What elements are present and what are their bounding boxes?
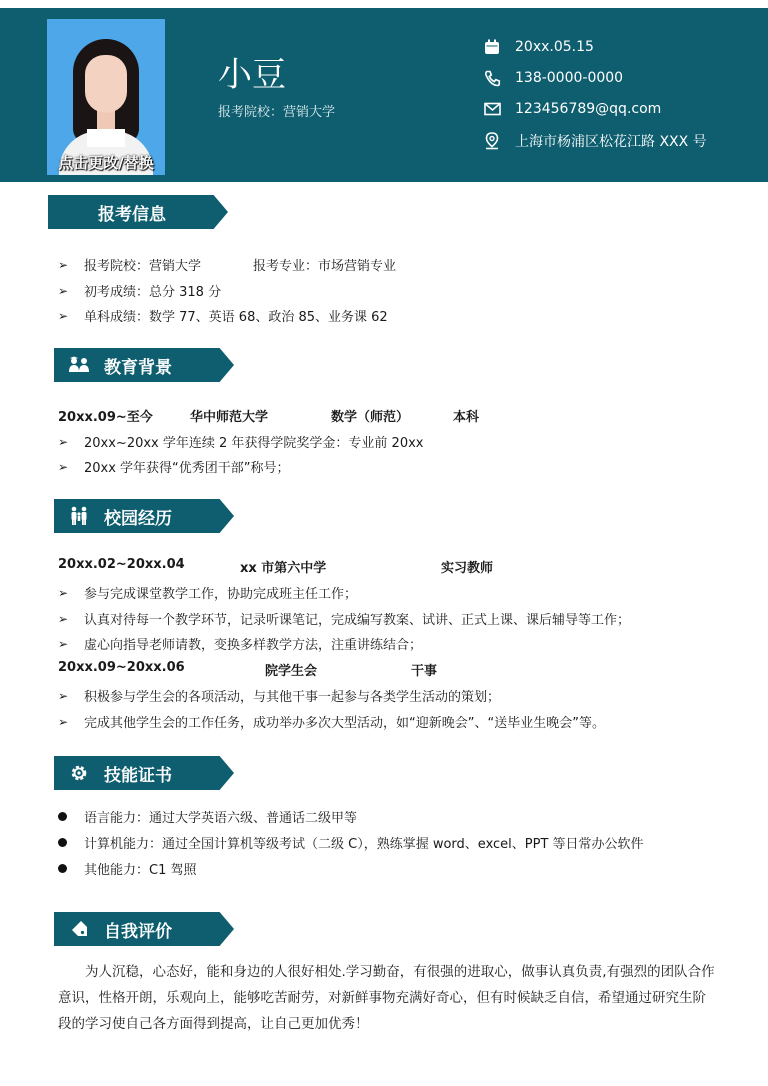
- section-campus-header: [54, 499, 234, 533]
- arrow-bullet-icon: ➢: [58, 308, 69, 323]
- section-self-title: 自我评价: [104, 921, 172, 942]
- arrow-bullet-icon: ➢: [58, 611, 69, 626]
- contact-phone: [483, 69, 623, 87]
- campus-exp2-role: 干事: [411, 664, 438, 679]
- resume-header: [0, 8, 768, 182]
- section-apply-title: 报考信息: [98, 204, 166, 225]
- mail-icon: [483, 100, 501, 118]
- bullet-dot-icon: [58, 812, 67, 821]
- tag-icon: [68, 918, 90, 940]
- apply-score: 初考成绩：总分 318 分: [84, 285, 222, 300]
- section-education-title: 教育背景: [104, 357, 172, 378]
- edu-major: 数学（师范）: [331, 410, 410, 425]
- graduates-icon: [68, 354, 90, 376]
- apply-subjects: 单科成绩：数学 77、英语 68、政治 85、业务课 62: [84, 310, 388, 325]
- list-item: [58, 807, 357, 826]
- list-item: [58, 609, 630, 628]
- contact-address: [483, 131, 707, 151]
- edu-item-1: 20xx~20xx 学年连续 2 年获得学院奖学金：专业前 20xx: [84, 436, 424, 451]
- contact-email: [483, 100, 661, 118]
- candidate-school: 报考院校：营销大学: [218, 105, 336, 120]
- photo-change-caption[interactable]: 点击更改/替换: [58, 154, 154, 172]
- campus-exp2-period: 20xx.09~20xx.06: [58, 660, 185, 675]
- arrow-bullet-icon: ➢: [58, 434, 69, 449]
- campus-exp1-period: 20xx.02~20xx.04: [58, 557, 185, 572]
- campus-exp2-item-1: 积极参与学生会的各项活动，与其他干事一起参与各类学生活动的策划；: [84, 690, 501, 705]
- campus-exp1-item-1: 参与完成课堂教学工作，协助完成班主任工作；: [84, 587, 358, 602]
- arrow-bullet-icon: ➢: [58, 714, 69, 729]
- section-self-header: [54, 912, 234, 946]
- edu-item-2: 20xx 学年获得“优秀团干部”称号；: [84, 461, 290, 476]
- section-apply-header: [48, 195, 228, 229]
- calendar-icon: [483, 38, 501, 56]
- list-item: [58, 859, 196, 878]
- apply-school: 报考院校：营销大学: [84, 259, 202, 274]
- contact-date-text: 20xx.05.15: [515, 39, 594, 55]
- location-icon: [483, 132, 501, 150]
- arrow-bullet-icon: ➢: [58, 636, 69, 651]
- section-education-header: [54, 348, 234, 382]
- candidate-name: 小豆: [218, 55, 286, 95]
- section-skills-title: 技能证书: [104, 765, 172, 786]
- photo-collar: [87, 129, 125, 147]
- gear-icon: [68, 762, 90, 784]
- campus-exp1-org: xx 市第六中学: [240, 561, 327, 576]
- skill-other: 其他能力：C1 驾照: [84, 863, 197, 878]
- campus-exp1-item-2: 认真对待每一个教学环节，记录听课笔记，完成编写教案、试讲、正式上课、课后辅导等工作；: [84, 613, 631, 628]
- list-item: [58, 306, 388, 325]
- section-campus-title: 校园经历: [104, 508, 172, 529]
- list-item: [58, 833, 644, 852]
- self-evaluation-text: 为人沉稳，心态好，能和身边的人很好相处.学习勤奋，有很强的进取心，做事认真负责,有强烈的团队合作意识，性格开朗，乐观向上，能够吃苦耐劳，对新鲜事物充满好奇心，但有时候缺乏自信，希望通过研究生阶段的学习使自己各方面得到提高，让自己更加优秀！: [58, 964, 715, 1032]
- photo-face: [85, 55, 127, 113]
- bullet-dot-icon: [58, 838, 67, 847]
- list-item: [58, 281, 221, 300]
- arrow-bullet-icon: ➢: [58, 257, 69, 272]
- list-item: [58, 712, 605, 731]
- phone-icon: [483, 69, 501, 87]
- edu-degree: 本科: [453, 410, 480, 425]
- campus-exp1-item-3: 虚心向指导老师请教，变换多样教学方法，注重讲练结合；: [84, 638, 423, 653]
- list-item: [58, 634, 422, 653]
- arrow-bullet-icon: ➢: [58, 585, 69, 600]
- profile-photo[interactable]: [47, 19, 165, 175]
- list-item: [58, 255, 396, 274]
- contact-phone-text: 138-0000-0000: [515, 70, 624, 86]
- apply-major: 报考专业：市场营销专业: [253, 259, 397, 274]
- edu-school: 华中师范大学: [190, 410, 269, 425]
- list-item: [58, 686, 500, 705]
- contact-email-text: 123456789@qq.com: [515, 101, 662, 117]
- list-item: [58, 457, 290, 476]
- arrow-bullet-icon: ➢: [58, 688, 69, 703]
- edu-period: 20xx.09~至今: [58, 410, 153, 425]
- contact-date: [483, 38, 594, 56]
- contact-address-text: 上海市杨浦区松花江路 XXX 号: [515, 134, 707, 150]
- arrow-bullet-icon: ➢: [58, 283, 69, 298]
- arrow-bullet-icon: ➢: [58, 459, 69, 474]
- list-item: [58, 583, 357, 602]
- skill-computer: 计算机能力：通过全国计算机等级考试（二级 C），熟练掌握 word、excel、PPT 等日常办公软件: [84, 837, 644, 852]
- section-skills-header: [54, 756, 234, 790]
- campus-exp2-item-2: 完成其他学生会的工作任务，成功举办多次大型活动，如“迎新晚会”、“送毕业生晚会”等。: [84, 716, 605, 731]
- bullet-dot-icon: [58, 864, 67, 873]
- campus-exp1-role: 实习教师: [441, 561, 494, 576]
- skill-language: 语言能力：通过大学英语六级、普通话二级甲等: [84, 811, 358, 826]
- campus-exp2-org: 院学生会: [265, 664, 318, 679]
- people-icon: [68, 505, 90, 527]
- list-item: [58, 432, 423, 451]
